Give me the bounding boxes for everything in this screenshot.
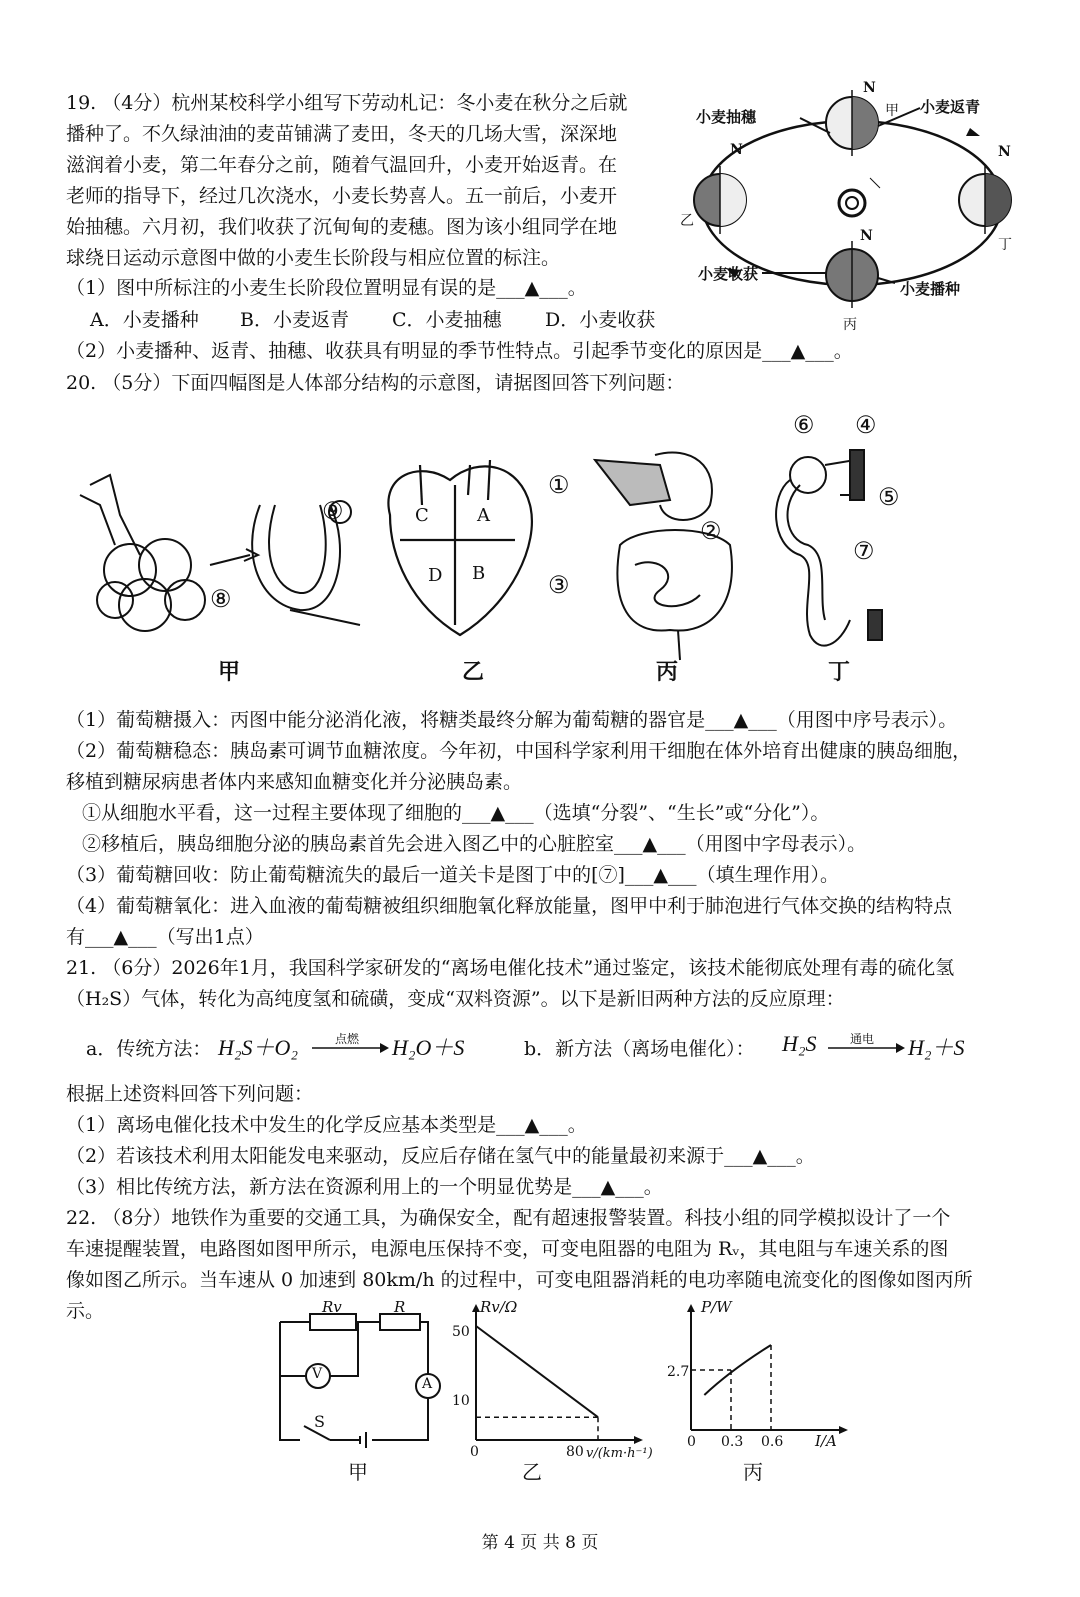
x-tick-label: 0	[687, 1434, 696, 1450]
tag-heading: 小麦抽穗	[696, 108, 757, 126]
x-axis-label: v/(km·h⁻¹)	[586, 1446, 653, 1461]
num-9: ⑨	[322, 497, 344, 525]
text-line: （2）若该技术利用太阳能发电来驱动，反应后存储在氢气中的能量最初来源于___▲___。	[66, 1145, 815, 1167]
n-label: N	[998, 144, 1011, 160]
eq-a-cond: 点燃	[335, 1032, 360, 1046]
num-5: ⑤	[878, 483, 900, 511]
text-line: 示。	[66, 1300, 105, 1322]
caption-yi: 乙	[522, 1460, 542, 1484]
text-line: （3）相比传统方法，新方法在资源利用上的一个明显优势是___▲___。	[66, 1176, 663, 1198]
text-line: 老师的指导下，经过几次浇水，小麦长势喜人。五一前后，小麦开	[66, 185, 618, 207]
text-line: （1）葡萄糖摄入：丙图中能分泌消化液，将糖类最终分解为葡萄糖的器官是___▲___（用图中序号表示）。	[66, 709, 958, 731]
q20-stem: 20. （5分）下面四幅图是人体部分结构的示意图，请据图回答下列问题：	[66, 372, 685, 394]
n-label: N	[863, 80, 876, 96]
n-label: N	[860, 228, 873, 244]
text-line: ①从细胞水平看，这一过程主要体现了细胞的___▲___（选填“分裂”、“生长”或“分化”）。	[82, 802, 830, 824]
caption-bing: 丙	[743, 1460, 763, 1484]
text-line: （1）离场电催化技术中发生的化学反应基本类型是___▲___。	[66, 1114, 587, 1136]
body-figures	[60, 405, 1020, 695]
y-axis-label: P/W	[701, 1298, 732, 1316]
text-line: （4）葡萄糖氧化：进入血液的葡萄糖被组织细胞氧化释放能量，图甲中利于肺泡进行气体交换的结构特点	[66, 895, 953, 917]
option-d: D．小麦收获	[545, 309, 656, 331]
heart-a: A	[477, 505, 490, 526]
switch-label: S	[314, 1412, 325, 1431]
text-line: （H₂S）气体，转化为高纯度氢和硫磺，变成“双料资源”。以下是新旧两种方法的反应原理：	[66, 988, 845, 1010]
eq-b-label: b．新方法（离场电催化）：	[524, 1038, 755, 1060]
y-tick-label: 50	[452, 1324, 470, 1340]
heart-b: B	[472, 563, 486, 584]
x-axis-label: I/A	[815, 1432, 837, 1450]
eq-a-label: a．传统方法：	[86, 1038, 212, 1060]
num-2: ②	[700, 517, 722, 545]
ammeter-icon: A	[422, 1376, 433, 1392]
rv-line	[476, 1326, 598, 1417]
caption-yi: 乙	[462, 659, 485, 685]
x-tick-label: 0.6	[761, 1434, 784, 1450]
heart-d: D	[428, 565, 443, 586]
text-line: 播种了。不久绿油油的麦苗铺满了麦田，冬天的几场大雪，深深地	[66, 123, 618, 145]
eq-a-right: H₂O＋S	[392, 1035, 465, 1060]
y-tick-label: 2.7	[667, 1364, 690, 1380]
num-1: ①	[548, 471, 570, 499]
text-line: 根据上述资料回答下列问题：	[66, 1083, 314, 1105]
heart-c: C	[415, 505, 429, 526]
text-line: 始抽穗。六月初，我们收获了沉甸甸的麦穗。图为该小组同学在地	[66, 216, 618, 238]
tag-sowing: 小麦播种	[900, 280, 961, 298]
reaction-arrow	[828, 1042, 906, 1054]
y-tick-label: 10	[452, 1393, 470, 1409]
num-8: ⑧	[210, 585, 232, 613]
text-line: 21. （6分）2026年1月，我国科学家研发的“离场电催化技术”通过鉴定，该技术能彻底处理有毒的硫化氢	[66, 957, 955, 979]
graph-yi	[450, 1298, 653, 1490]
eq-b-right: H₂＋S	[908, 1035, 965, 1060]
label-bing: 丙	[843, 317, 857, 333]
r-label: R	[394, 1298, 406, 1316]
q19-sub2: （2）小麦播种、返青、抽穗、收获具有明显的季节性特点。引起季节变化的原因是___▲___。	[66, 340, 853, 362]
reaction-arrow	[312, 1042, 390, 1054]
label-yi: 乙	[680, 213, 694, 229]
text-line: 移植到糖尿病患者体内来感知血糖变化并分泌胰岛素。	[66, 771, 523, 793]
x-tick-label: 0	[470, 1444, 479, 1460]
eq-b-left: H₂S	[782, 1031, 817, 1056]
num-4: ④	[855, 411, 877, 439]
page-footer: 第 4 页 共 8 页	[481, 1533, 599, 1553]
text-line: 22. （8分）地铁作为重要的交通工具，为确保安全，配有超速报警装置。科技小组的同学模拟设计了一个	[66, 1207, 951, 1229]
num-3: ③	[548, 571, 570, 599]
text-line: 滋润着小麦，第二年春分之前，随着气温回升，小麦开始返青。在	[66, 154, 618, 176]
text-line: 像如图乙所示。当车速从 0 加速到 80km/h 的过程中，可变电阻器消耗的电功率随电流变化的图像如图丙所	[66, 1269, 973, 1291]
label-jia: 甲	[885, 103, 899, 119]
graph-bing	[665, 1300, 855, 1490]
n-label: N	[730, 142, 743, 158]
label-ding: 丁	[998, 237, 1012, 253]
voltmeter-icon: V	[312, 1366, 323, 1382]
x-tick-label: 0.3	[721, 1434, 744, 1450]
text-line: 19. （4分）杭州某校科学小组写下劳动札记：冬小麦在秋分之后就	[66, 92, 628, 114]
orbit-diagram	[680, 78, 1020, 338]
caption-jia: 甲	[348, 1460, 368, 1484]
x-tick-label: 80	[566, 1444, 584, 1460]
text-line: ②移植后，胰岛细胞分泌的胰岛素首先会进入图乙中的心脏腔室___▲___（用图中字母表示）。	[82, 833, 867, 855]
q19-sub1: （1）图中所标注的小麦生长阶段位置明显有误的是___▲___。	[66, 277, 587, 299]
option-c: C．小麦抽穗	[392, 309, 502, 331]
power-curve	[704, 1345, 771, 1395]
circuit-diagram	[270, 1300, 450, 1490]
text-line: （3）葡萄糖回收：防止葡萄糖流失的最后一道关卡是图丁中的[⑦]___▲___（填生理作用）。	[66, 864, 840, 886]
text-line: （2）葡萄糖稳态：胰岛素可调节血糖浓度。今年初，中国科学家利用干细胞在体外培育出健康的胰岛细胞，	[66, 740, 972, 762]
tag-harvest: 小麦收获	[698, 265, 759, 283]
eq-b-cond: 通电	[850, 1032, 875, 1046]
caption-ding: 丁	[828, 659, 851, 685]
eq-a-left: H₂S＋O₂	[218, 1035, 299, 1060]
rv-label: Rv	[322, 1298, 342, 1316]
option-a: A．小麦播种	[90, 309, 199, 331]
tag-greening: 小麦返青	[920, 98, 981, 116]
text-line: 球绕日运动示意图中做的小麦生长阶段与相应位置的标注。	[66, 247, 561, 269]
num-6: ⑥	[793, 411, 815, 439]
y-axis-label: Rv/Ω	[480, 1298, 518, 1316]
text-line: 有___▲___（写出1点）	[66, 926, 264, 948]
caption-bing: 丙	[656, 659, 679, 685]
text-line: 车速提醒装置，电路图如图甲所示，电源电压保持不变，可变电阻器的电阻为 Rᵥ，其电阻与车速关系的图	[66, 1238, 949, 1260]
caption-jia: 甲	[218, 659, 241, 685]
num-7: ⑦	[853, 537, 875, 565]
option-b: B．小麦返青	[240, 309, 349, 331]
